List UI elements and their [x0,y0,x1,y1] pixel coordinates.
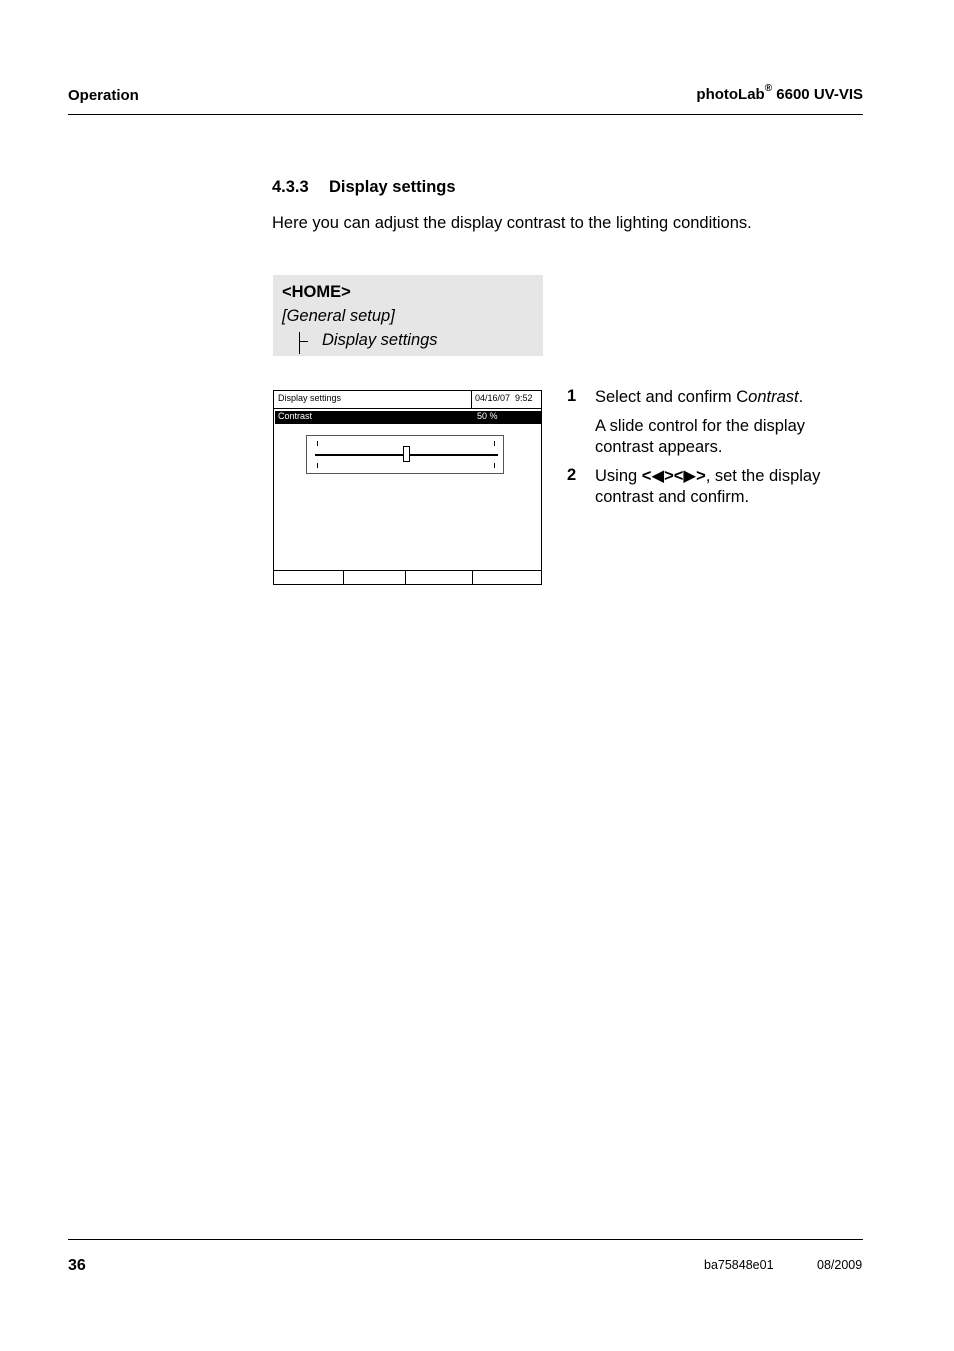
step-number: 2 [567,466,577,484]
datetime-divider [471,391,472,409]
intro-paragraph: Here you can adjust the display contrast to the lighting conditions. [272,214,752,232]
step-2-text: Using <◀><▶>, set the display contrast and confirm. [595,467,821,506]
document-id: ba75848e01 [704,1258,774,1272]
slider-tick [317,463,318,468]
softkey-divider [405,571,406,585]
title-divider [274,408,541,409]
slider-tick [317,441,318,446]
contrast-value: 50 % [477,411,498,421]
section-number: 4.3.3 [272,178,309,196]
navigation-path-box [273,275,543,356]
softkey-divider [472,571,473,585]
nav-display-settings: Display settings [322,331,438,349]
step-2 [567,466,576,485]
slider-tick [494,463,495,468]
header-section-label: Operation [68,87,139,104]
document-date: 08/2009 [817,1258,863,1272]
header-product-name: photoLab® 6600 UV-VIS [696,83,863,103]
softkey-divider [343,571,344,585]
tree-branch-stub [299,341,308,342]
section-heading [272,178,456,197]
step-1-text: Select and confirm Contrast. [595,388,804,406]
contrast-label: Contrast [278,411,313,421]
page-number: 36 [68,1257,86,1274]
section-title: Display settings [329,178,456,196]
contrast-slider[interactable] [306,435,504,474]
arrow-keys: <◀><▶> [641,467,706,485]
footer-rule [68,1239,863,1240]
step-1 [567,387,576,406]
screen-datetime: 04/16/07 9:52 [475,393,533,403]
nav-home: <HOME> [282,283,351,301]
nav-general-setup: [General setup] [282,307,395,325]
menu-item-contrast[interactable] [275,411,541,424]
slider-thumb[interactable] [403,446,410,462]
tree-branch-icon [299,332,300,354]
softkey-bar [274,570,541,585]
step-1-note: A slide control for the display contrast appears. [595,417,806,456]
header-rule [68,114,863,115]
step-number: 1 [567,387,577,405]
slider-tick [494,441,495,446]
device-screen [273,390,542,585]
screen-title: Display settings [278,393,342,403]
